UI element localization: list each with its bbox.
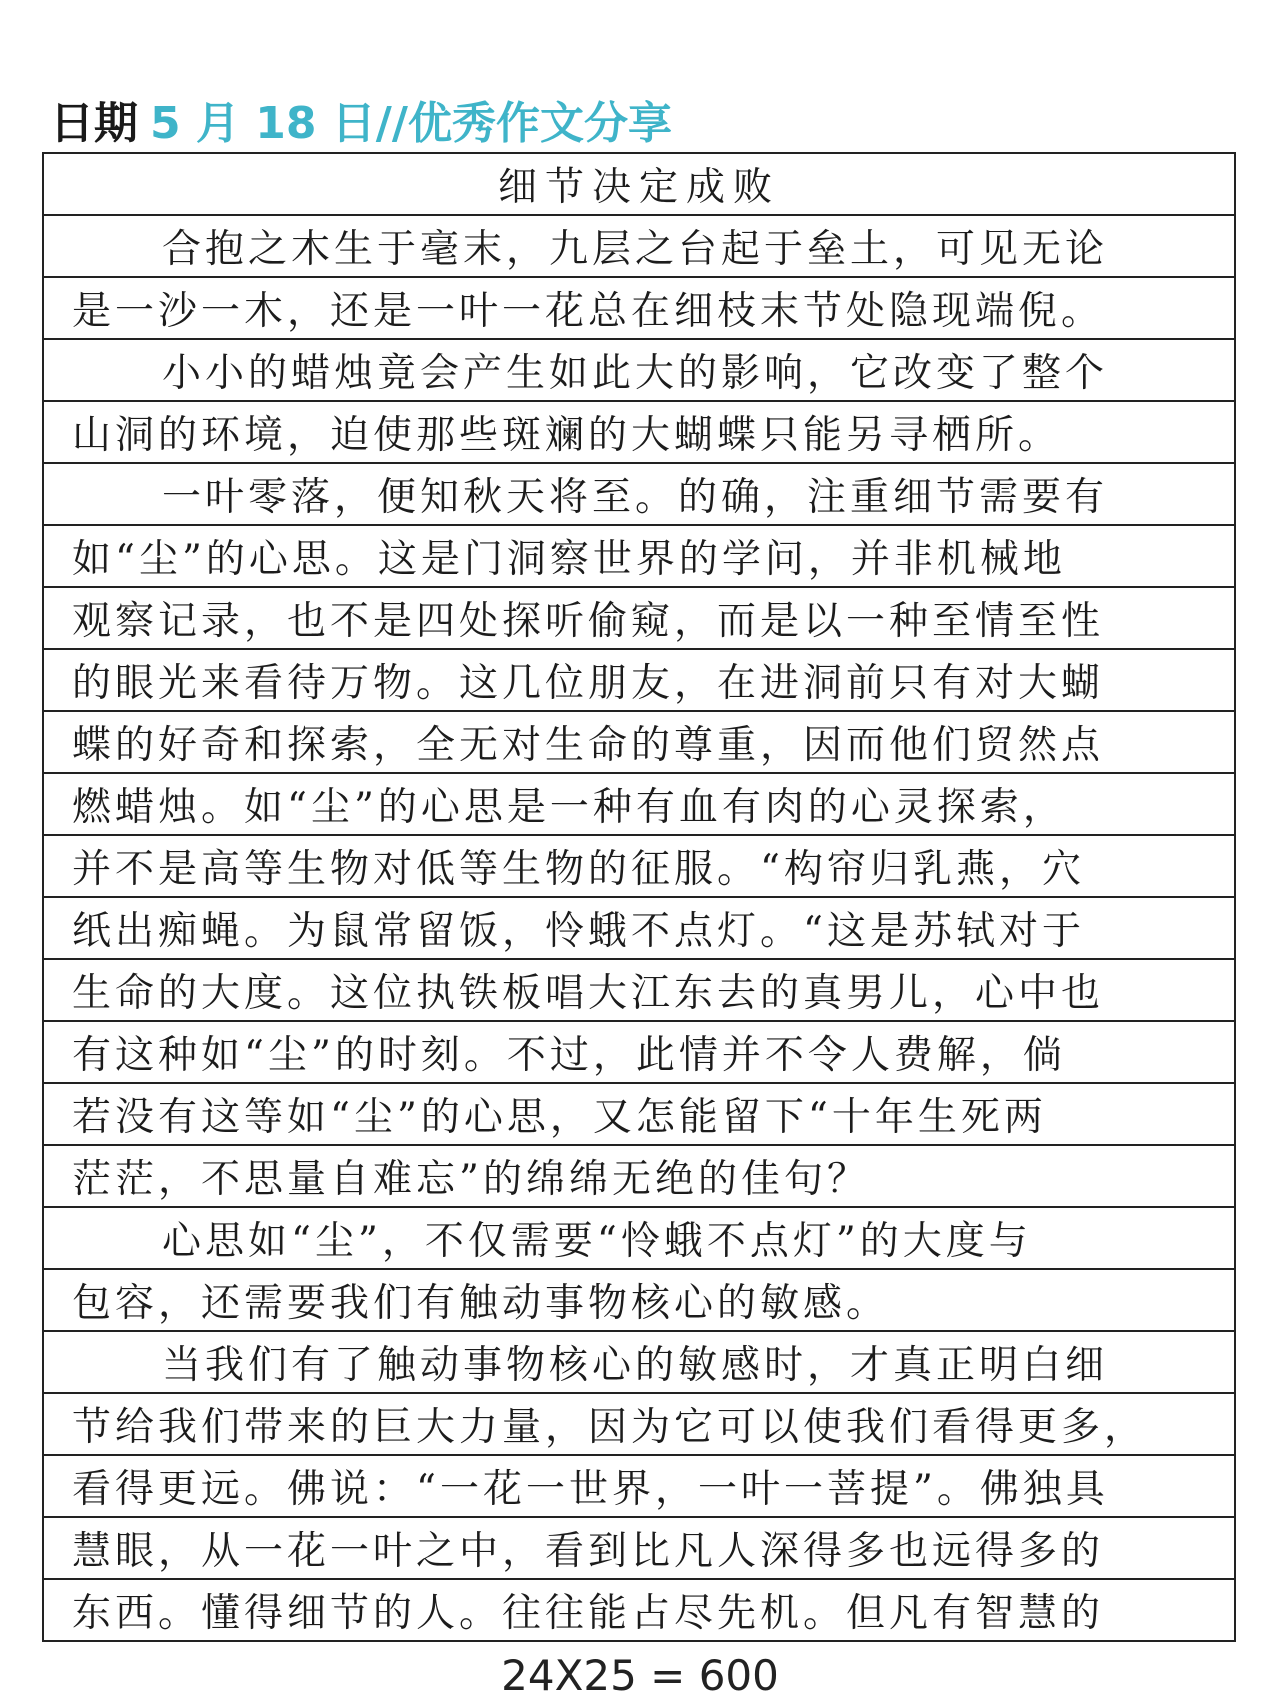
essay-line: 观察记录，也不是四处探听偷窥，而是以一种至情至性 xyxy=(44,588,1234,650)
essay-line: 燃蜡烛。如“尘”的心思是一种有血有肉的心灵探索， xyxy=(44,774,1234,836)
date-label: 日期 xyxy=(50,98,138,149)
essay-line: 如“尘”的心思。这是门洞察世界的学问，并非机械地 xyxy=(44,526,1234,588)
essay-line: 蝶的好奇和探索，全无对生命的尊重，因而他们贸然点 xyxy=(44,712,1234,774)
essay-line: 心思如“尘”，不仅需要“怜蛾不点灯”的大度与 xyxy=(44,1208,1234,1270)
essay-line: 包容，还需要我们有触动事物核心的敏感。 xyxy=(44,1270,1234,1332)
essay-line: 当我们有了触动事物核心的敏感时，才真正明白细 xyxy=(44,1332,1234,1394)
essay-line: 慧眼，从一花一叶之中，看到比凡人深得多也远得多的 xyxy=(44,1518,1234,1580)
essay-line: 节给我们带来的巨大力量，因为它可以使我们看得更多， xyxy=(44,1394,1234,1456)
essay-line: 小小的蜡烛竟会产生如此大的影响，它改变了整个 xyxy=(44,340,1234,402)
essay-line: 一叶零落，便知秋天将至。的确，注重细节需要有 xyxy=(44,464,1234,526)
page-header xyxy=(50,92,672,156)
essay-line: 是一沙一木，还是一叶一花总在细枝末节处隐现端倪。 xyxy=(44,278,1234,340)
essay-grid-sheet xyxy=(42,152,1236,1642)
essay-line: 合抱之木生于毫末，九层之台起于垒土，可见无论 xyxy=(44,216,1234,278)
essay-line: 有这种如“尘”的时刻。不过，此情并不令人费解，倘 xyxy=(44,1022,1234,1084)
essay-line: 生命的大度。这位执铁板唱大江东去的真男儿，心中也 xyxy=(44,960,1234,1022)
essay-line: 的眼光来看待万物。这几位朋友，在进洞前只有对大蝴 xyxy=(44,650,1234,712)
essay-title: 细节决定成败 xyxy=(44,154,1234,216)
essay-line: 若没有这等如“尘”的心思，又怎能留下“十年生死两 xyxy=(44,1084,1234,1146)
essay-line: 东西。懂得细节的人。往往能占尽先机。但凡有智慧的 xyxy=(44,1580,1234,1642)
essay-line: 看得更远。佛说：“一花一世界，一叶一菩提”。佛独具 xyxy=(44,1456,1234,1518)
essay-line: 山洞的环境，迫使那些斑斓的大蝴蝶只能另寻栖所。 xyxy=(44,402,1234,464)
essay-line: 并不是高等生物对低等生物的征服。“构帘归乳燕，穴 xyxy=(44,836,1234,898)
essay-line: 茫茫，不思量自难忘”的绵绵无绝的佳句？ xyxy=(44,1146,1234,1208)
word-count-formula: 24X25 = 600 xyxy=(501,1651,779,1700)
date-and-topic: 5 月 18 日//优秀作文分享 xyxy=(150,98,672,149)
essay-line: 纸出痴蝇。为鼠常留饭，怜蛾不点灯。“这是苏轼对于 xyxy=(44,898,1234,960)
